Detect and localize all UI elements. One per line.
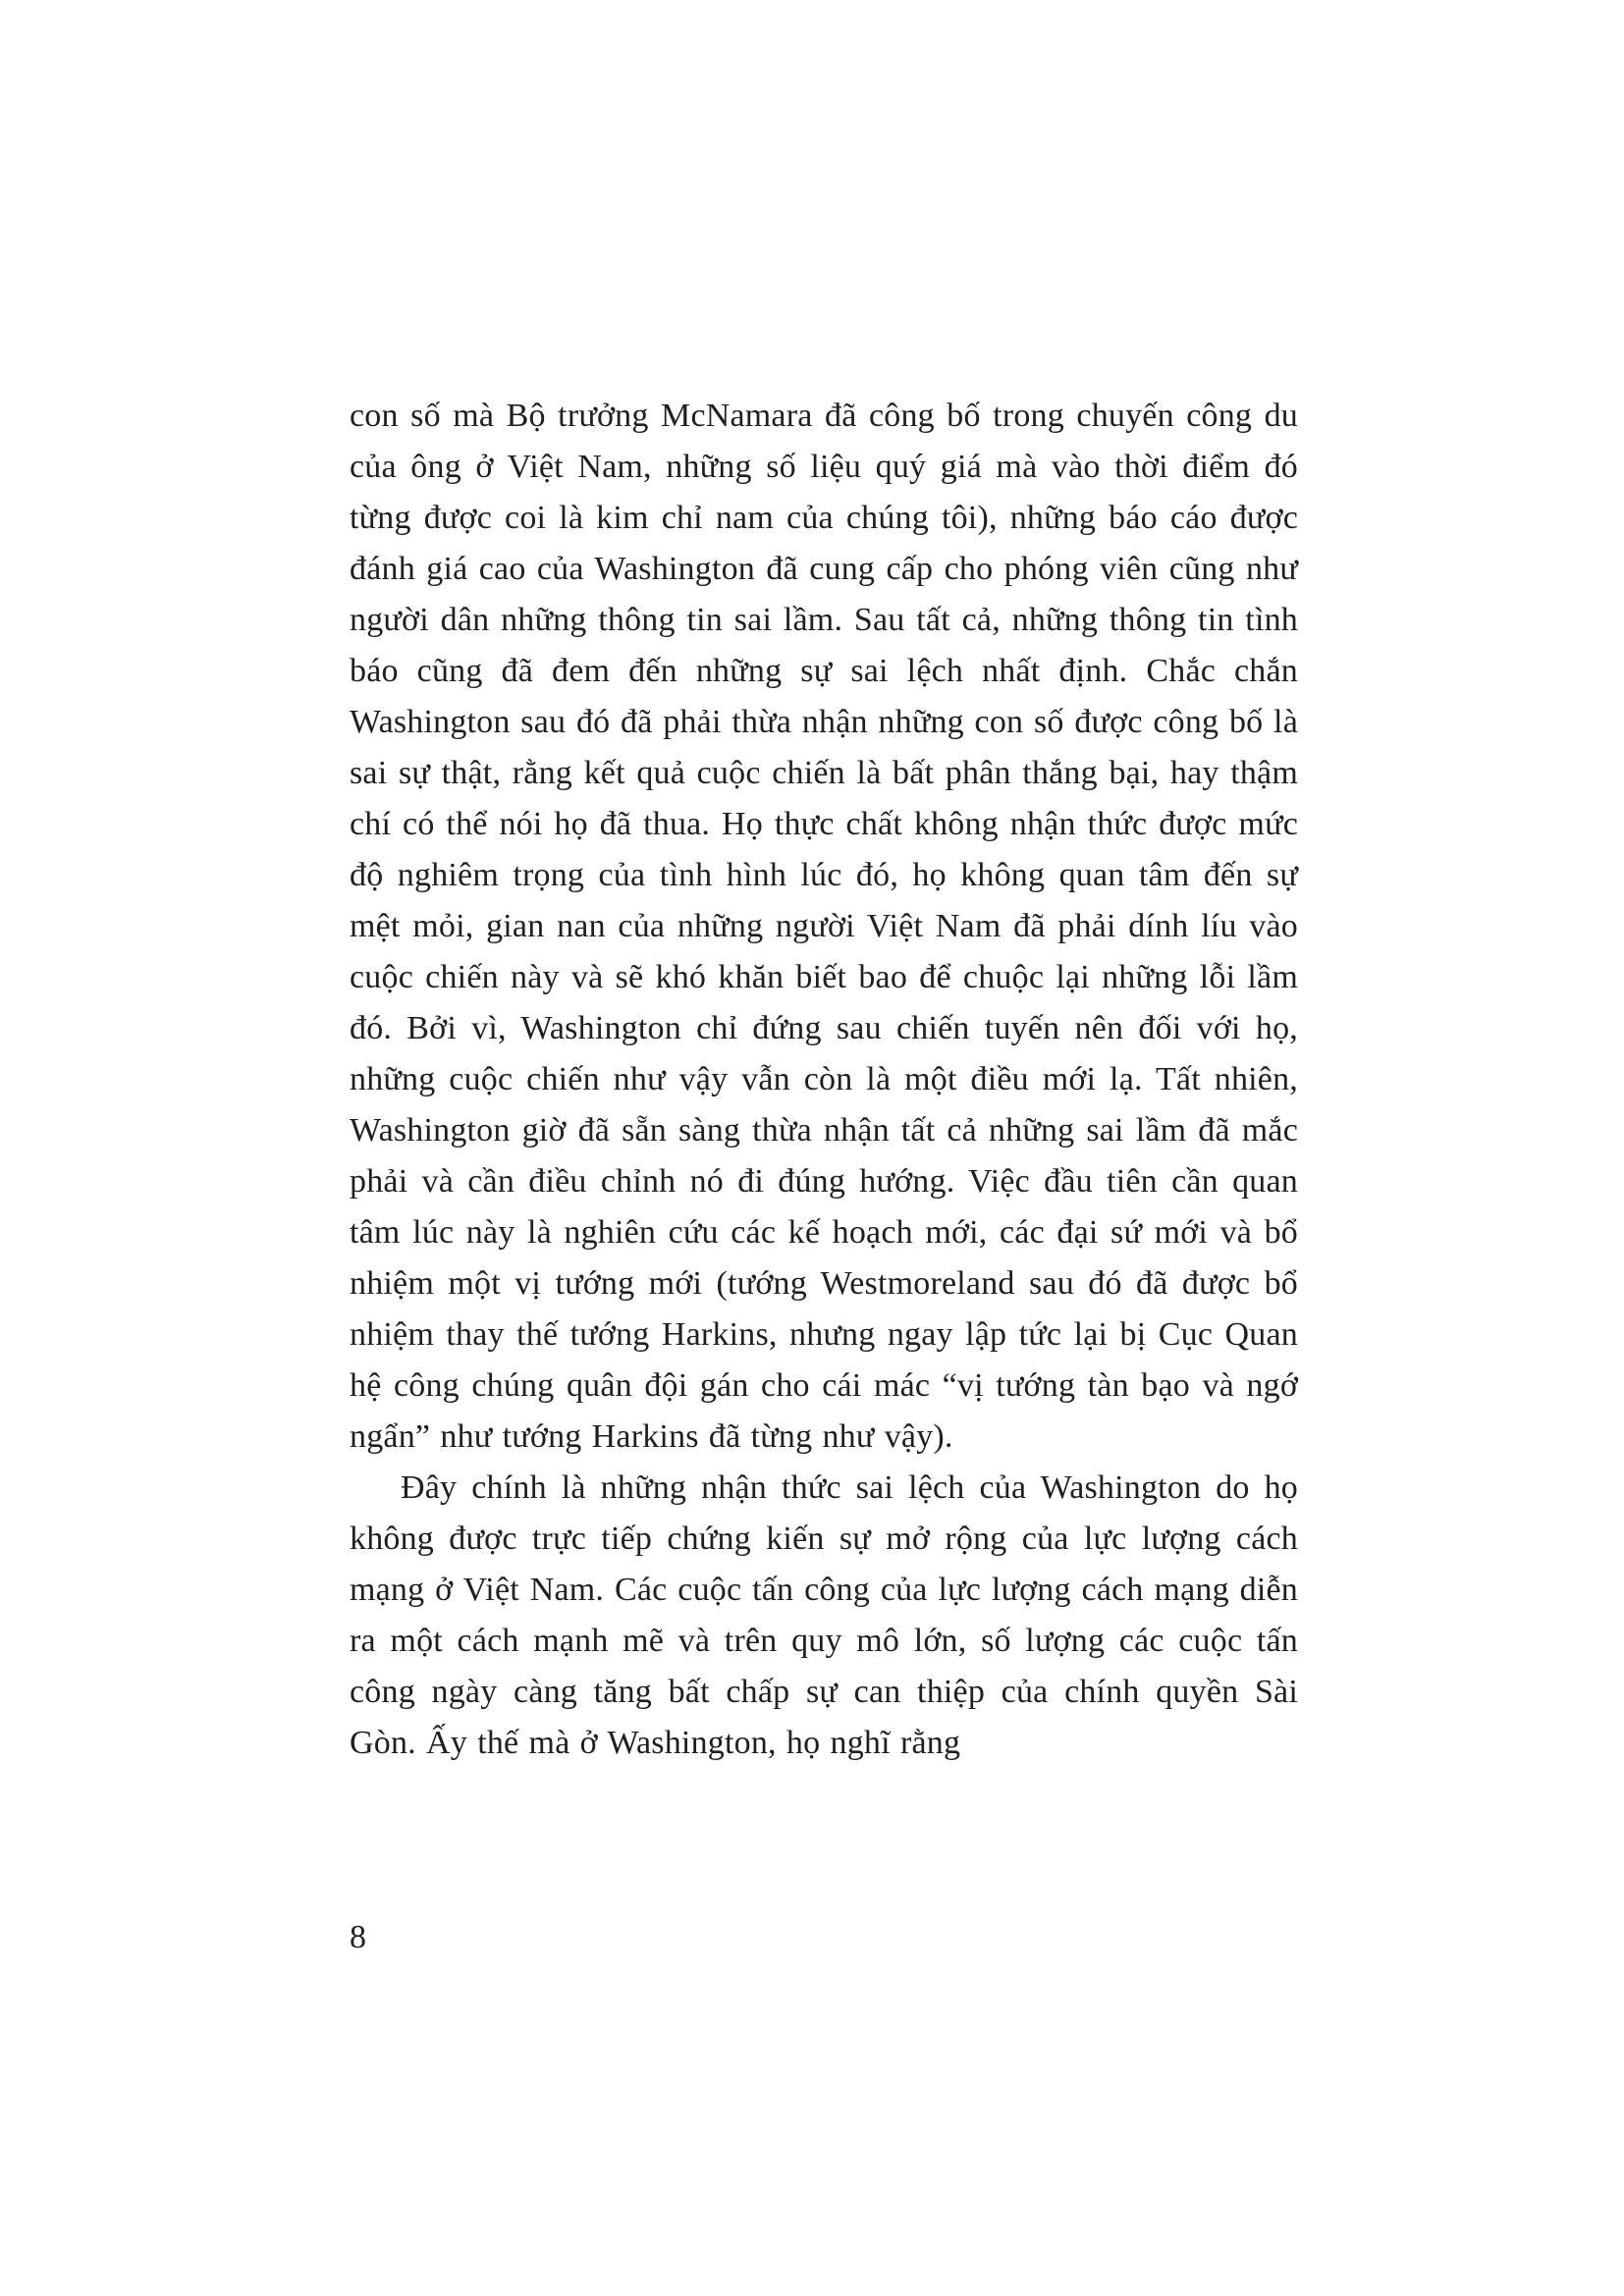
page-text-block: [350, 391, 1298, 1769]
body-paragraph: Đây chính là những nhận thức sai lệch của Washington do họ không được trực tiếp chứng kiến sự mở rộng của lực lượng cách mạng ở Việt Nam. Các cuộc tấn công của lực lượng cách mạng diễn ra một cách mạnh mẽ và trên quy mô lớn, số lượng các cuộc tấn công ngày càng tăng bất chấp sự can thiệp của chính quyền Sài Gòn. Ấy thế mà ở Washington, họ nghĩ rằng: [350, 1469, 1298, 1761]
page-number: 8: [350, 1919, 366, 1955]
body-paragraph: con số mà Bộ trưởng McNamara đã công bố trong chuyến công du của ông ở Việt Nam, những số liệu quý giá mà vào thời điểm đó từng được coi là kim chỉ nam của chúng tôi), những báo cáo được đánh giá cao của Washington đã cung cấp cho phóng viên cũng như người dân những thông tin sai lầm. Sau tất cả, những thông tin tình báo cũng đã đem đến những sự sai lệch nhất định. Chắc chắn Washington sau đó đã phải thừa nhận những con số được công bố là sai sự thật, rằng kết quả cuộc chiến là bất phân thắng bại, hay thậm chí có thể nói họ đã thua. Họ thực chất không nhận thức được mức độ nghiêm trọng của tình hình lúc đó, họ không quan tâm đến sự mệt mỏi, gian nan của những người Việt Nam đã phải dính líu vào cuộc chiến này và sẽ khó khăn biết bao để chuộc lại những lỗi lầm đó. Bởi vì, Washington chỉ đứng sau chiến tuyến nên đối với họ, những cuộc chiến như vậy vẫn còn là một điều mới lạ. Tất nhiên, Washington giờ đã sẵn sàng thừa nhận tất cả những sai lầm đã mắc phải và cần điều chỉnh nó đi đúng hướng. Việc đầu tiên cần quan tâm lúc này là nghiên cứu các kế hoạch mới, các đại sứ mới và bổ nhiệm một vị tướng mới (tướng Westmoreland sau đó đã được bổ nhiệm thay thế tướng Harkins, nhưng ngay lập tức lại bị Cục Quan hệ công chúng quân đội gán cho cái mác “vị tướng tàn bạo và ngớ ngẩn” như tướng Harkins đã từng như vậy).: [350, 398, 1298, 1455]
